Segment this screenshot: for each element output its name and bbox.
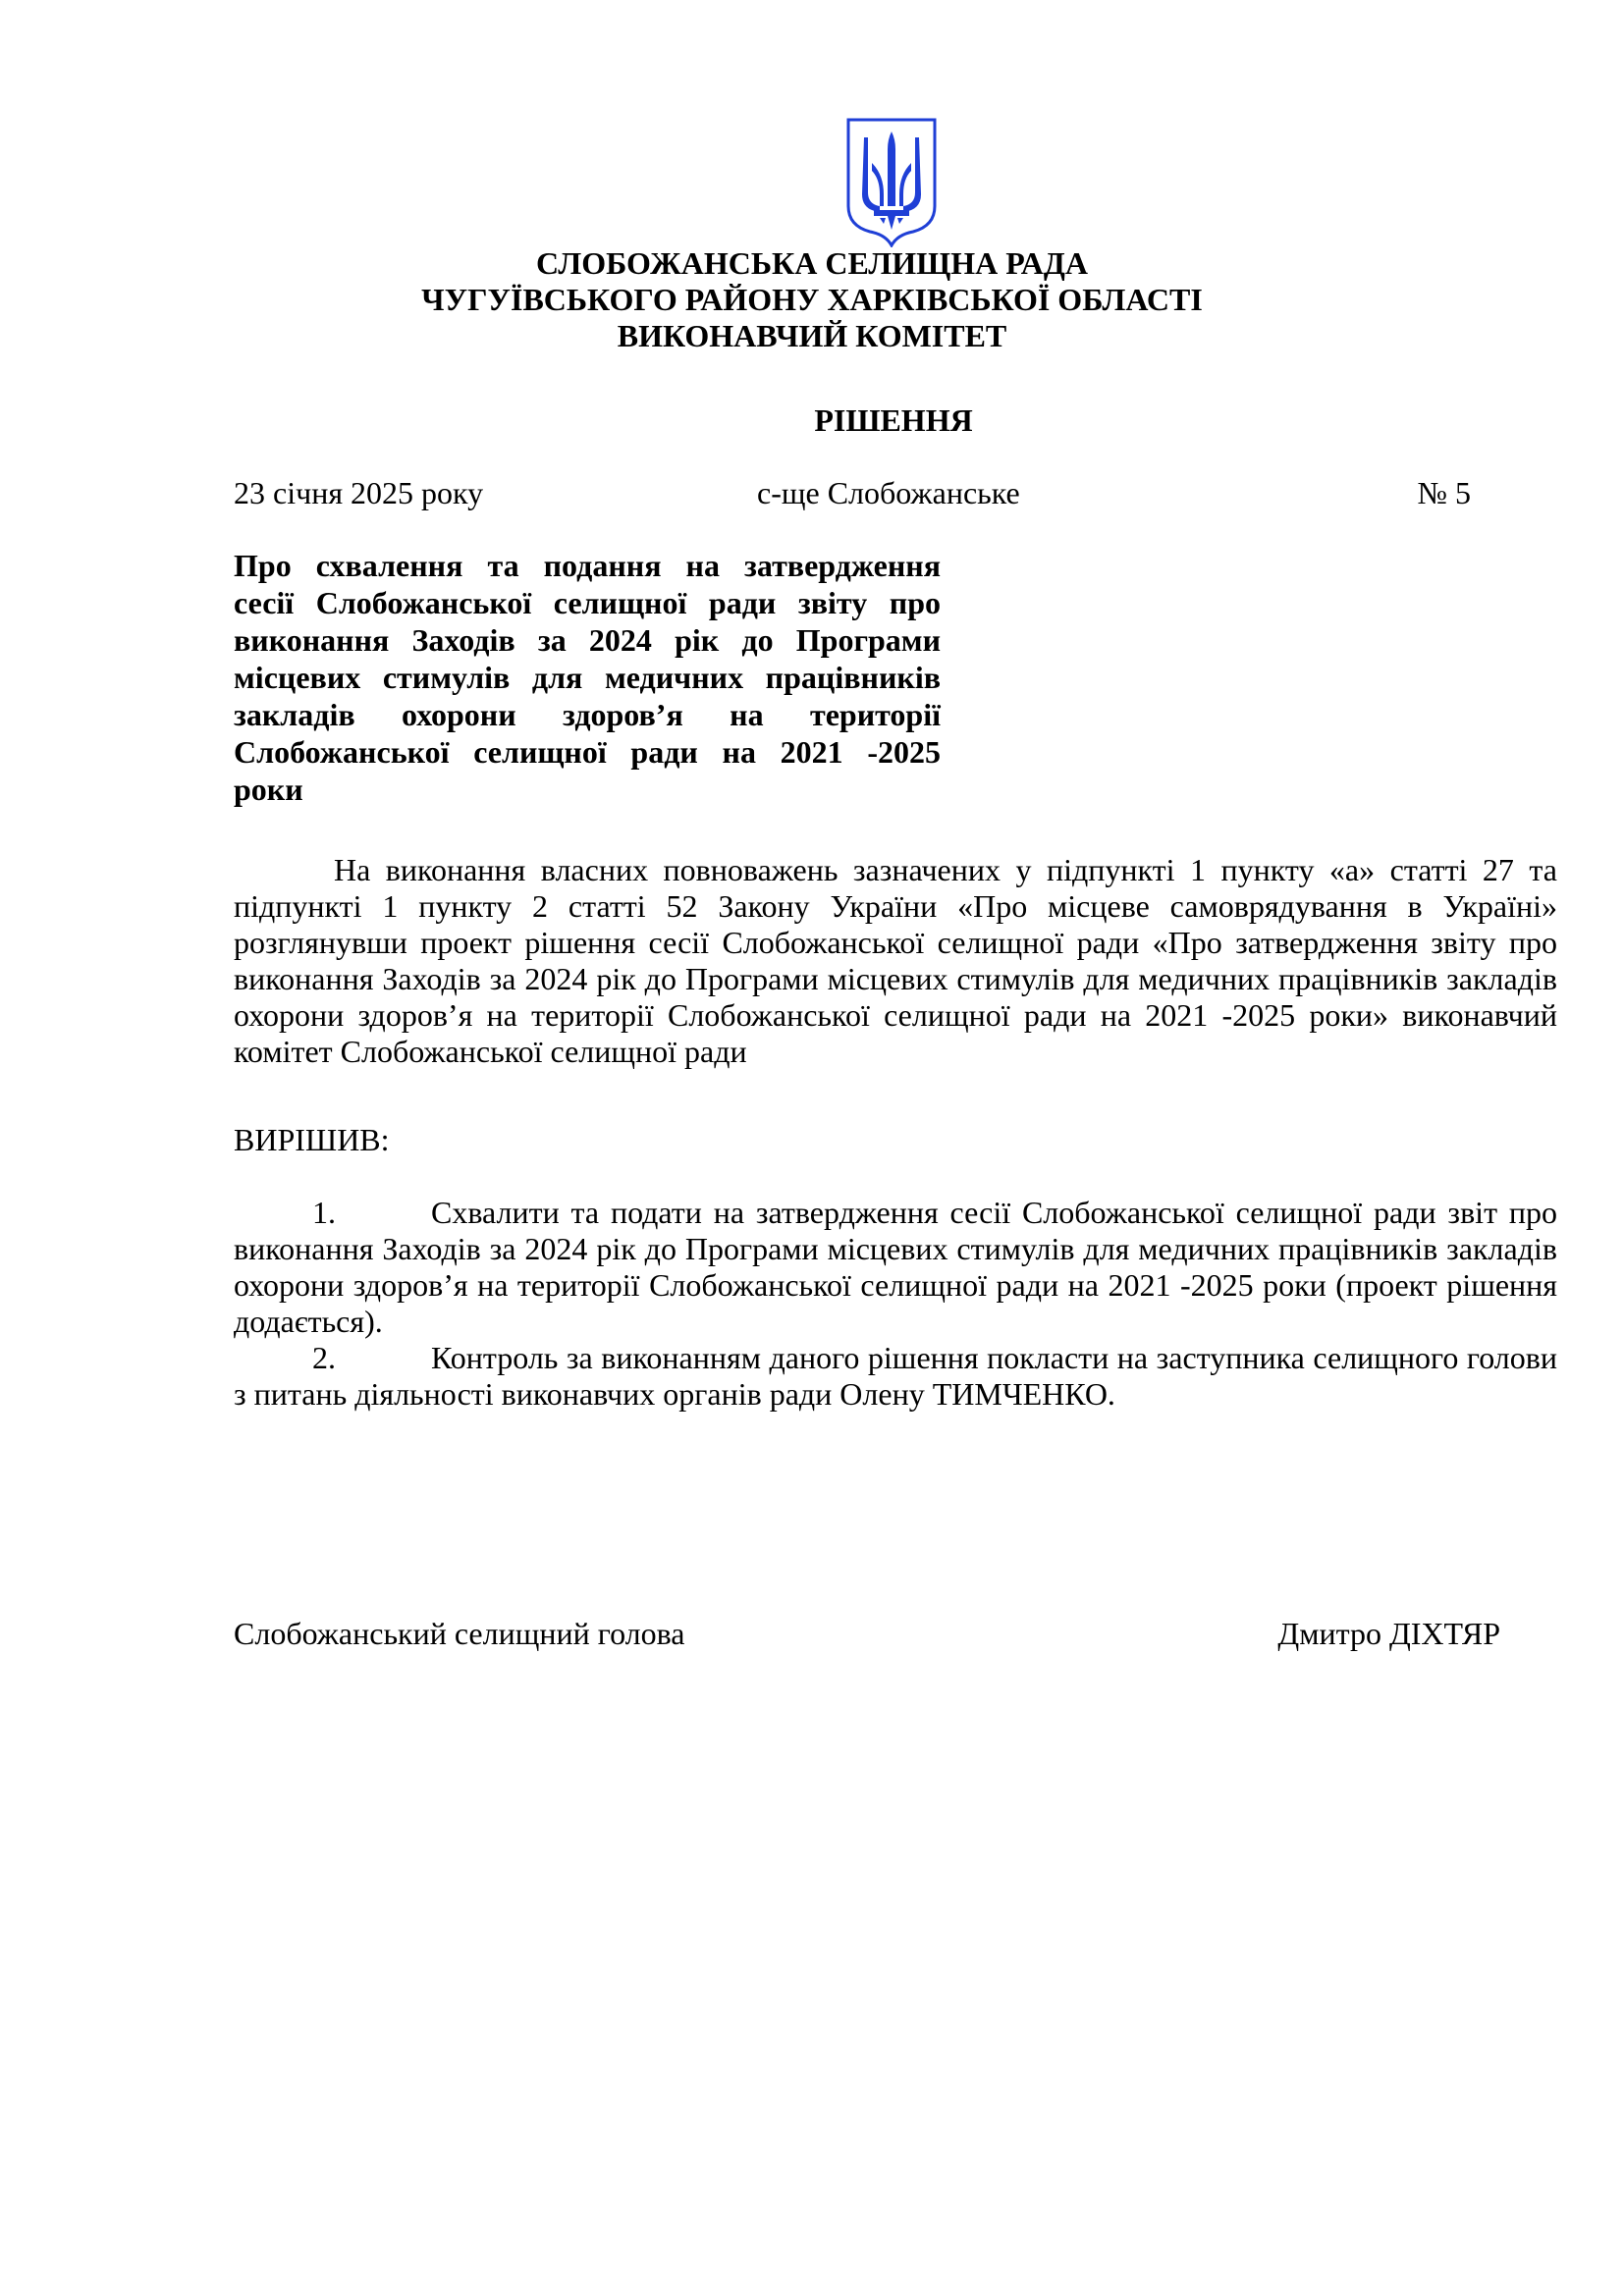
signatory-title: Слобожанський селищний голова [234, 1616, 685, 1651]
signatory-name: Дмитро ДІХТЯР [1277, 1616, 1500, 1651]
issuer-council-name: СЛОБОЖАНСЬКА СЕЛИЩНА РАДА [536, 245, 1088, 281]
issuer-committee-name: ВИКОНАВЧИЙ КОМІТЕТ [617, 318, 1007, 353]
subject-line: Про схвалення та подання на затвердження [234, 548, 941, 583]
decision-subject [234, 547, 941, 808]
coat-of-arms-of-ukraine-icon [844, 116, 939, 247]
decision-item [234, 1340, 1557, 1413]
resolve-label: ВИРІШИВ: [234, 1122, 390, 1157]
document-number: № 5 [1417, 475, 1471, 510]
item-number: 1. [312, 1195, 336, 1230]
subject-line: сесії Слобожанської селищної ради звіту про [234, 585, 941, 620]
preamble-paragraph: На виконання власних повноважень зазначених у підпункті 1 пункту «а» статті 27 та підпункті 1 пункту 2 статті 52 Закону України «Про місцеве самоврядування в Україні» розглянувши проект рішення сесії Слобожанської селищної ради «Про затвердження звіту про виконання Заходів за 2024 рік до Програми місцевих стимулів для медичних працівників закладів охорони здоров’я на території Слобожанської селищної ради на 2021 -2025 роки» виконавчий комітет Слобожанської селищної ради [234, 852, 1557, 1069]
item-text: Контроль за виконанням даного рішення покласти на заступника селищного голови з питань діяльності виконавчих органів ради Олену ТИМЧЕНКО. [234, 1340, 1557, 1412]
issuer-header [0, 245, 1624, 354]
subject-line: Слобожанської селищної ради на 2021 -2025 [234, 734, 941, 770]
signature-block [234, 1616, 1500, 1655]
document-type-title: РІШЕННЯ [814, 402, 973, 438]
subject-line: місцевих стимулів для медичних працівників [234, 660, 941, 695]
subject-line: закладів охорони здоров’я на території [234, 697, 941, 732]
document-meta-row [234, 475, 1471, 514]
decision-items [234, 1195, 1557, 1413]
decision-item [234, 1195, 1557, 1340]
document-date: 23 січня 2025 року [234, 475, 484, 510]
item-text: Схвалити та подати на затвердження сесії Слобожанської селищної ради звіт про виконання Заходів за 2024 рік до Програми місцевих стимулів для медичних працівників закладів охорони здоров’я на території Слобожанської селищної ради на 2021 -2025 роки (проект рішення додається). [234, 1195, 1557, 1339]
issuer-district-name: ЧУГУЇВСЬКОГО РАЙОНУ ХАРКІВСЬКОЇ ОБЛАСТІ [421, 282, 1203, 317]
subject-line: виконання Заходів за 2024 рік до Програми [234, 622, 941, 658]
item-number: 2. [312, 1340, 336, 1375]
document-place: с-ще Слобожанське [757, 475, 1020, 510]
subject-line: роки [234, 772, 303, 807]
